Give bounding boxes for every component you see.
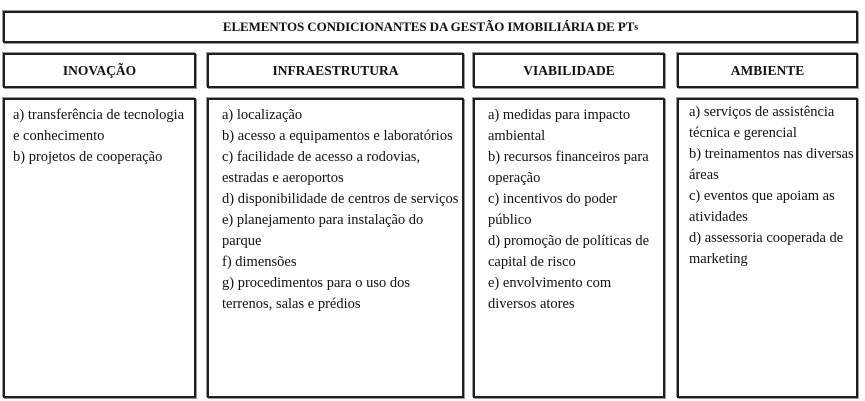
list-item: c) incentivos do poder público <box>488 191 618 228</box>
list-item: b) projetos de cooperação <box>13 149 163 165</box>
list-item: g) procedimentos para o uso dos terrenos, salas e prédios <box>222 275 411 312</box>
title-text: ELEMENTOS CONDICIONANTES DA GESTÃO IMOBILIÁRIA DE PT <box>222 19 635 34</box>
title-suffix: s <box>634 21 639 33</box>
list-item: a) transferência de tecnologia e conhecimento <box>13 107 185 144</box>
content-inovacao <box>3 98 196 398</box>
header-inovacao: INOVAÇÃO <box>3 53 196 88</box>
list-item: b) treinamentos nas diversas áreas <box>689 146 854 183</box>
list-item: d) disponibilidade de centros de serviços <box>222 191 459 207</box>
list-item: d) assessoria cooperada de marketing <box>689 230 844 267</box>
header-ambiente: AMBIENTE <box>677 53 858 88</box>
list-item: e) planejamento para instalação do parque <box>222 212 424 249</box>
list-item: c) facilidade de acesso a rodovias, estradas e aeroportos <box>222 149 421 186</box>
content-ambiente <box>677 98 858 398</box>
list-item: c) eventos que apoiam as atividades <box>689 188 835 225</box>
diagram-title <box>3 11 858 43</box>
content-infraestrutura <box>207 98 464 398</box>
list-item: b) recursos financeiros para operação <box>488 149 649 186</box>
header-infraestrutura: INFRAESTRUTURA <box>207 53 464 88</box>
header-viabilidade: VIABILIDADE <box>473 53 665 88</box>
list-item: b) acesso a equipamentos e laboratórios <box>222 128 453 144</box>
list-item: a) medidas para impacto ambiental <box>488 107 631 144</box>
list-item: f) dimensões <box>222 254 297 270</box>
list-item: d) promoção de políticas de capital de risco <box>488 233 650 270</box>
content-viabilidade <box>473 98 665 398</box>
list-item: a) serviços de assistência técnica e gerencial <box>689 104 835 141</box>
list-item: e) envolvimento com diversos atores <box>488 275 612 312</box>
list-item: a) localização <box>222 107 303 123</box>
